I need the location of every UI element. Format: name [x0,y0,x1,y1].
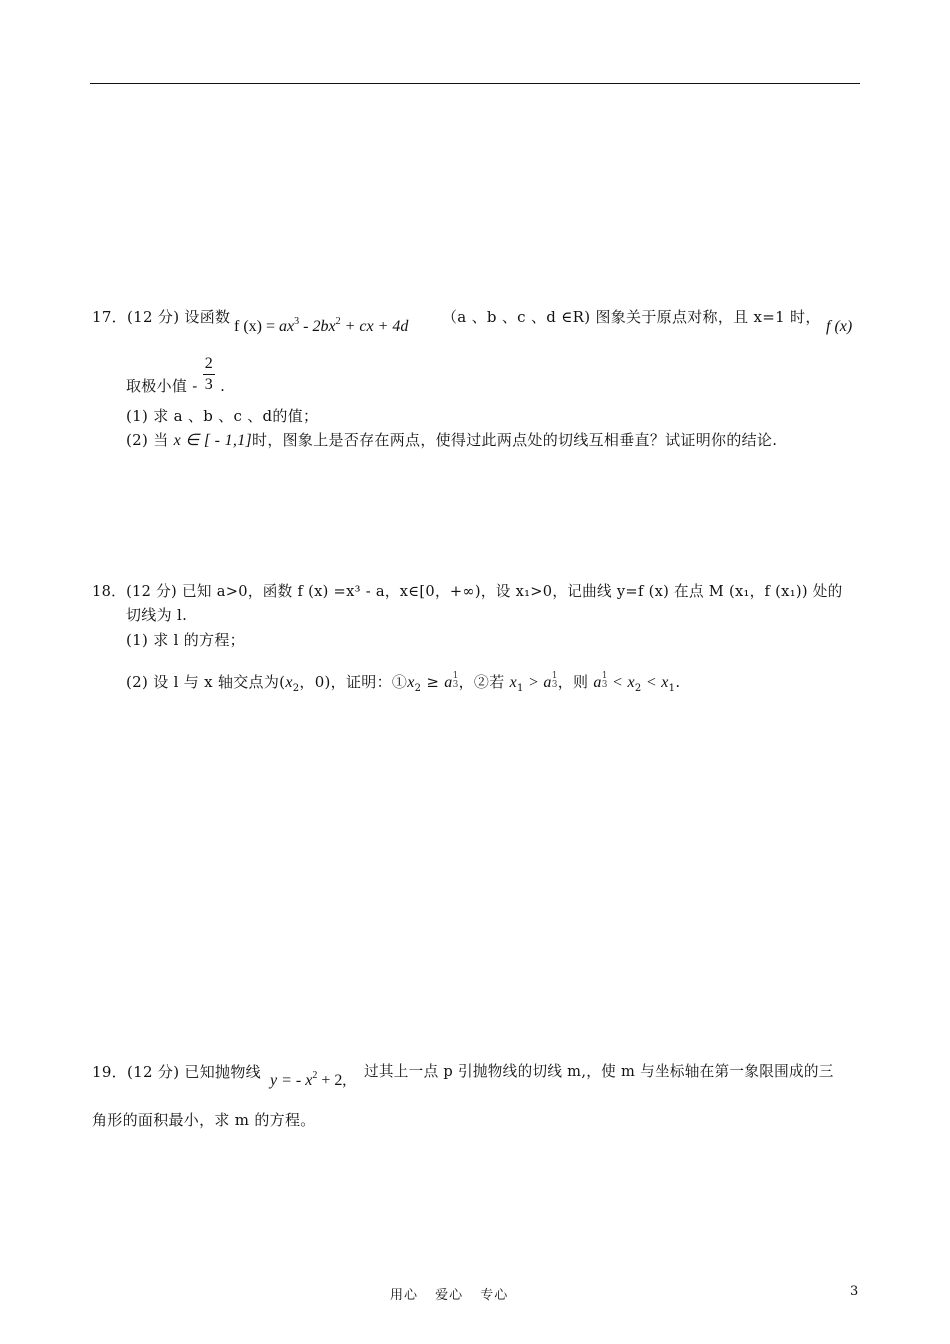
q19-text2: 角形的面积最小，求 m 的方程。 [92,1111,316,1129]
q17-lead: 17．(12 分) 设函数 [92,308,231,326]
footer-motto: 用心 爱心 专心 [390,1288,509,1303]
question-19-line1: 19．(12 分) 已知抛物线 [92,1063,261,1081]
exponent-fraction: 1 3 [452,671,459,690]
q18-part1: (1) 求 l 的方程； [126,631,245,649]
q17-formula: f $(x) = ax^3 - 2bx^2$ + cx + 4d [234,316,409,335]
q17-line2-lead: 取极小值 - [126,376,198,395]
q18-part2: (2) 设 l 与 x 轴交点为($x_2$，0)，证明：$①x_2 \ge a1$ 3，②若 $x_1 > a1$ 3，则 a1 $3 < x_2 < x_1$. [126,671,681,694]
q17-fx-right: f (x) [826,318,853,335]
q17-fraction: $\frac{2}{3}$ [204,355,214,393]
q17-part2: (2) 当 x ∈ [ - 1,1]时，图象上是否存在两点，使得过此两点处的切线互相垂直？试证明你的结论. [126,431,778,449]
question-17-line1 [92,307,230,327]
q19-formula: y = - $x^2 + 2$, [270,1070,347,1089]
q18-line2: 切线为 l. [126,606,188,624]
header-rule [90,83,860,84]
page-number: 3 [850,1284,860,1299]
q19-text1: 过其上一点 p 引抛物线的切线 m,，使 m 与坐标轴在第一象限围成的三 [364,1063,834,1080]
question-18-line1: 18．(12 分) 已知 a>0，函数 f (x) =x³ - a，x∈[0，+∞)，设 x₁>0，记曲线 y=f (x) 在点 M (x₁，f (x₁)) 处的 [92,583,843,600]
q17-line2: 取极小值 - $\frac{2}{3}$ . [126,355,226,395]
q17-part1: (1) 求 a 、b 、c 、d的值； [126,407,319,425]
q17-condition: （a 、b 、c 、d ∈R) 图象关于原点对称，且 x=1 时， [442,308,821,326]
